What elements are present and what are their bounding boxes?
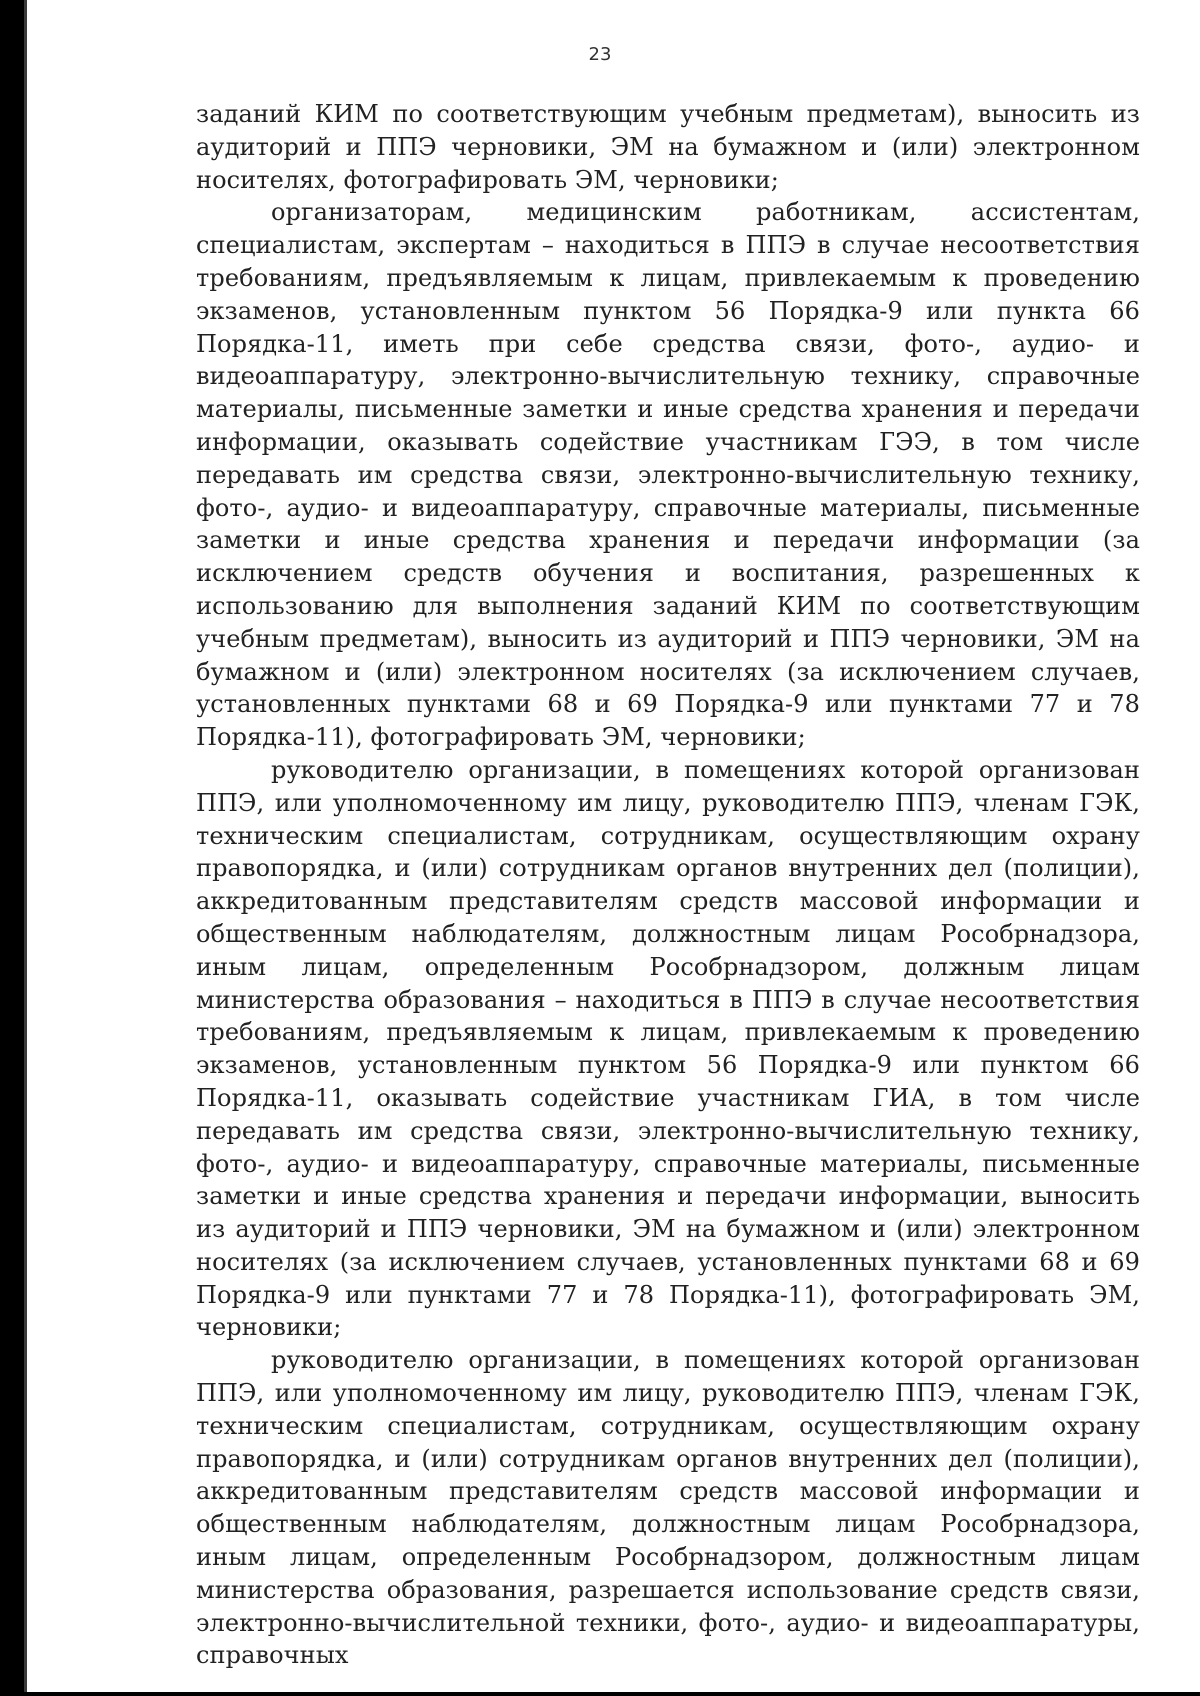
paragraph-1: заданий КИМ по соответствующим учебным предметам), выносить из аудиторий и ППЭ черновики, ЭМ на бумажном и (или) электронном носителях, фотографировать ЭМ, черновики;	[196, 100, 1140, 194]
paragraph-2: организаторам, медицинским работникам, ассистентам, специалистам, экспертам – находиться в ППЭ в случае несоответствия требованиям, предъявляемым к лицам, привлекаемым к проведению экзаменов, установленным пунктом 56 Порядка-9 или пункта 66 Порядка-11, иметь при себе средства связи, фото-, аудио- и видеоаппаратуру, электронно-вычислительную технику, справочные материалы, письменные заметки и иные средства хранения и передачи информации, оказывать содействие участникам ГЭЭ, в том числе передавать им средства связи, электронно-вычислительную технику, фото-, аудио- и видеоаппаратуру, справочные материалы, письменные заметки и иные средства хранения и передачи информации (за исключением средств обучения и воспитания, разрешенных к использованию для выполнения заданий КИМ по соответствующим учебным предметам), выносить из аудиторий и ППЭ черновики, ЭМ на бумажном и (или) электронном носителях (за исключением случаев, установленных пунктами 68 и 69 Порядка-9 или пунктами 77 и 78 Порядка-11), фотографировать ЭМ, черновики;	[196, 198, 1140, 752]
paragraph-4: руководителю организации, в помещениях которой организован ППЭ, или уполномоченному им лицу, руководителю ППЭ, членам ГЭК, техническим специалистам, сотрудникам, осуществляющим охрану правопорядка, и (или) сотрудникам органов внутренних дел (полиции), аккредитованным представителям средств массовой информации и общественным наблюдателям, должностным лицам Рособрнадзора, иным лицам, определенным Рособрнадзором, должностным лицам министерства образования, разрешается использование средств связи, электронно-вычислительной техники, фото-, аудио- и видеоаппаратуры, справочных	[196, 1346, 1140, 1670]
scan-border-bottom	[0, 1692, 1200, 1696]
document-body	[196, 98, 1140, 1672]
scan-border-left-inner	[24, 0, 27, 1696]
scan-border-left	[0, 0, 24, 1696]
page-number: 23	[588, 44, 612, 65]
paragraph-3: руководителю организации, в помещениях которой организован ППЭ, или уполномоченному им лицу, руководителю ППЭ, членам ГЭК, техническим специалистам, сотрудникам, осуществляющим охрану правопорядка, и (или) сотрудникам органов внутренних дел (полиции), аккредитованным представителям средств массовой информации и общественным наблюдателям, должностным лицам Рособрнадзора, иным лицам, определенным Рособрнадзором, должным лицам министерства образования – находиться в ППЭ в случае несоответствия требованиям, предъявляемым к лицам, привлекаемым к проведению экзаменов, установленным пунктом 56 Порядка-9 или пунктом 66 Порядка-11, оказывать содействие участникам ГИА, в том числе передавать им средства связи, электронно-вычислительную технику, фото-, аудио- и видеоаппаратуру, справочные материалы, письменные заметки и иные средства хранения и передачи информации, выносить из аудиторий и ППЭ черновики, ЭМ на бумажном и (или) электронном носителях (за исключением случаев, установленных пунктами 68 и 69 Порядка-9 или пунктами 77 и 78 Порядка-11), фотографировать ЭМ, черновики;	[196, 755, 1140, 1342]
